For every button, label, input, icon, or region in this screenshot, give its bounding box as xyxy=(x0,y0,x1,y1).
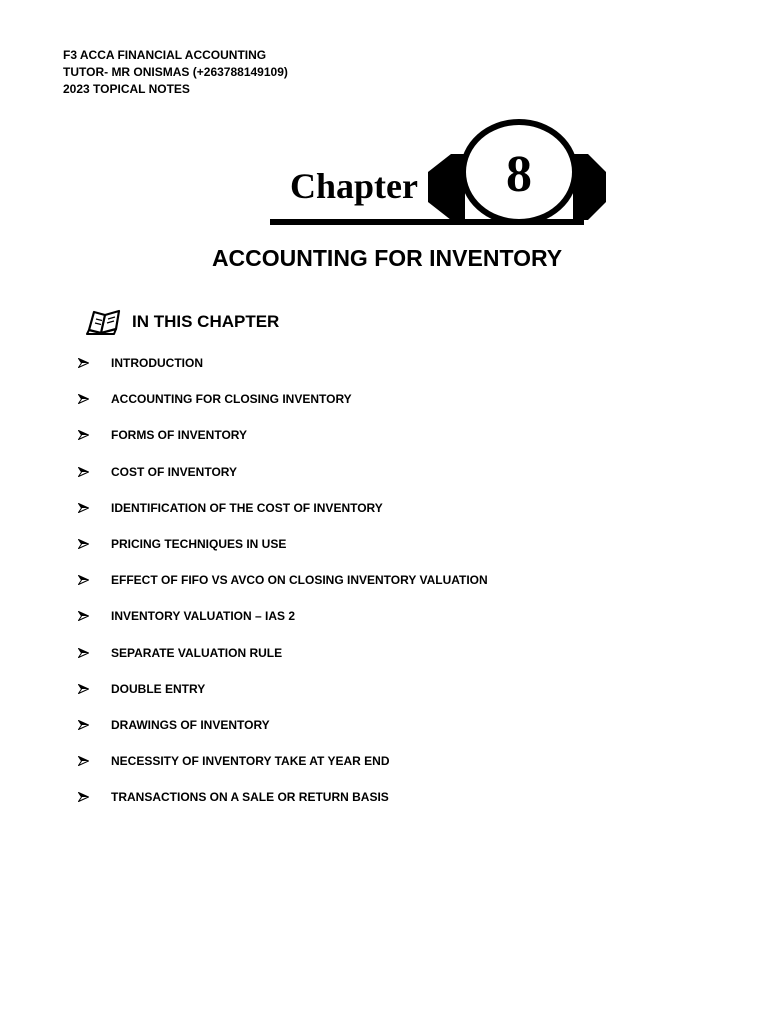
arrowhead-bullet-icon xyxy=(78,575,89,585)
list-item xyxy=(0,607,620,643)
arrowhead-bullet-icon xyxy=(78,684,89,694)
header-course: F3 ACCA FINANCIAL ACCOUNTING xyxy=(63,48,267,62)
arrowhead-bullet-icon xyxy=(78,394,89,404)
list-item xyxy=(0,426,620,462)
chapter-number: 8 xyxy=(506,146,532,203)
header-tutor: TUTOR- MR ONISMAS (+263788149109) xyxy=(63,65,288,79)
list-item xyxy=(0,463,620,499)
arrowhead-bullet-icon xyxy=(78,756,89,766)
list-item xyxy=(0,788,620,824)
chapter-banner xyxy=(268,116,610,228)
chapter-label: Chapter xyxy=(290,166,418,206)
arrowhead-bullet-icon xyxy=(78,358,89,368)
list-item-label: SEPARATE VALUATION RULE xyxy=(111,645,283,660)
arrowhead-bullet-icon xyxy=(78,792,89,802)
list-item xyxy=(0,535,620,571)
banner-left-wing xyxy=(428,154,465,220)
list-item xyxy=(0,680,620,716)
page-title: ACCOUNTING FOR INVENTORY xyxy=(211,245,563,271)
list-item-label: EFFECT OF FIFO VS AVCO ON CLOSING INVENTORY VALUATION xyxy=(111,573,488,588)
list-item xyxy=(0,644,620,680)
list-item-label: COST OF INVENTORY xyxy=(111,464,238,479)
list-item-label: TRANSACTIONS ON A SALE OR RETURN BASIS xyxy=(111,790,389,805)
arrowhead-bullet-icon xyxy=(78,539,89,549)
open-book-icon xyxy=(86,309,124,335)
list-item xyxy=(0,390,620,426)
list-item-label: NECESSITY OF INVENTORY TAKE AT YEAR END xyxy=(111,754,390,769)
arrowhead-bullet-icon xyxy=(78,430,89,440)
arrowhead-bullet-icon xyxy=(78,720,89,730)
arrowhead-bullet-icon xyxy=(78,503,89,513)
list-item-label: ACCOUNTING FOR CLOSING INVENTORY xyxy=(111,392,352,407)
list-item-label: INVENTORY VALUATION – IAS 2 xyxy=(111,609,296,624)
arrowhead-bullet-icon xyxy=(78,611,89,621)
list-item-label: DOUBLE ENTRY xyxy=(111,681,206,696)
list-item xyxy=(0,571,620,607)
banner-right-wing xyxy=(573,154,606,220)
section-heading xyxy=(86,306,279,338)
list-item xyxy=(0,716,620,752)
section-heading-label: IN THIS CHAPTER xyxy=(132,312,280,331)
list-item xyxy=(0,354,620,390)
header-notes: 2023 TOPICAL NOTES xyxy=(63,82,190,96)
list-item-label: INTRODUCTION xyxy=(111,356,203,370)
list-item-label: PRICING TECHNIQUES IN USE xyxy=(111,536,287,551)
list-item-label: DRAWINGS OF INVENTORY xyxy=(111,717,270,732)
list-item-label: FORMS OF INVENTORY xyxy=(111,428,248,443)
list-item-label: IDENTIFICATION OF THE COST OF INVENTORY xyxy=(111,500,383,515)
list-item xyxy=(0,752,620,788)
arrowhead-bullet-icon xyxy=(78,648,89,658)
arrowhead-bullet-icon xyxy=(78,467,89,477)
chapter-contents-list xyxy=(0,354,620,824)
list-item xyxy=(0,499,620,535)
document-header xyxy=(63,47,288,98)
